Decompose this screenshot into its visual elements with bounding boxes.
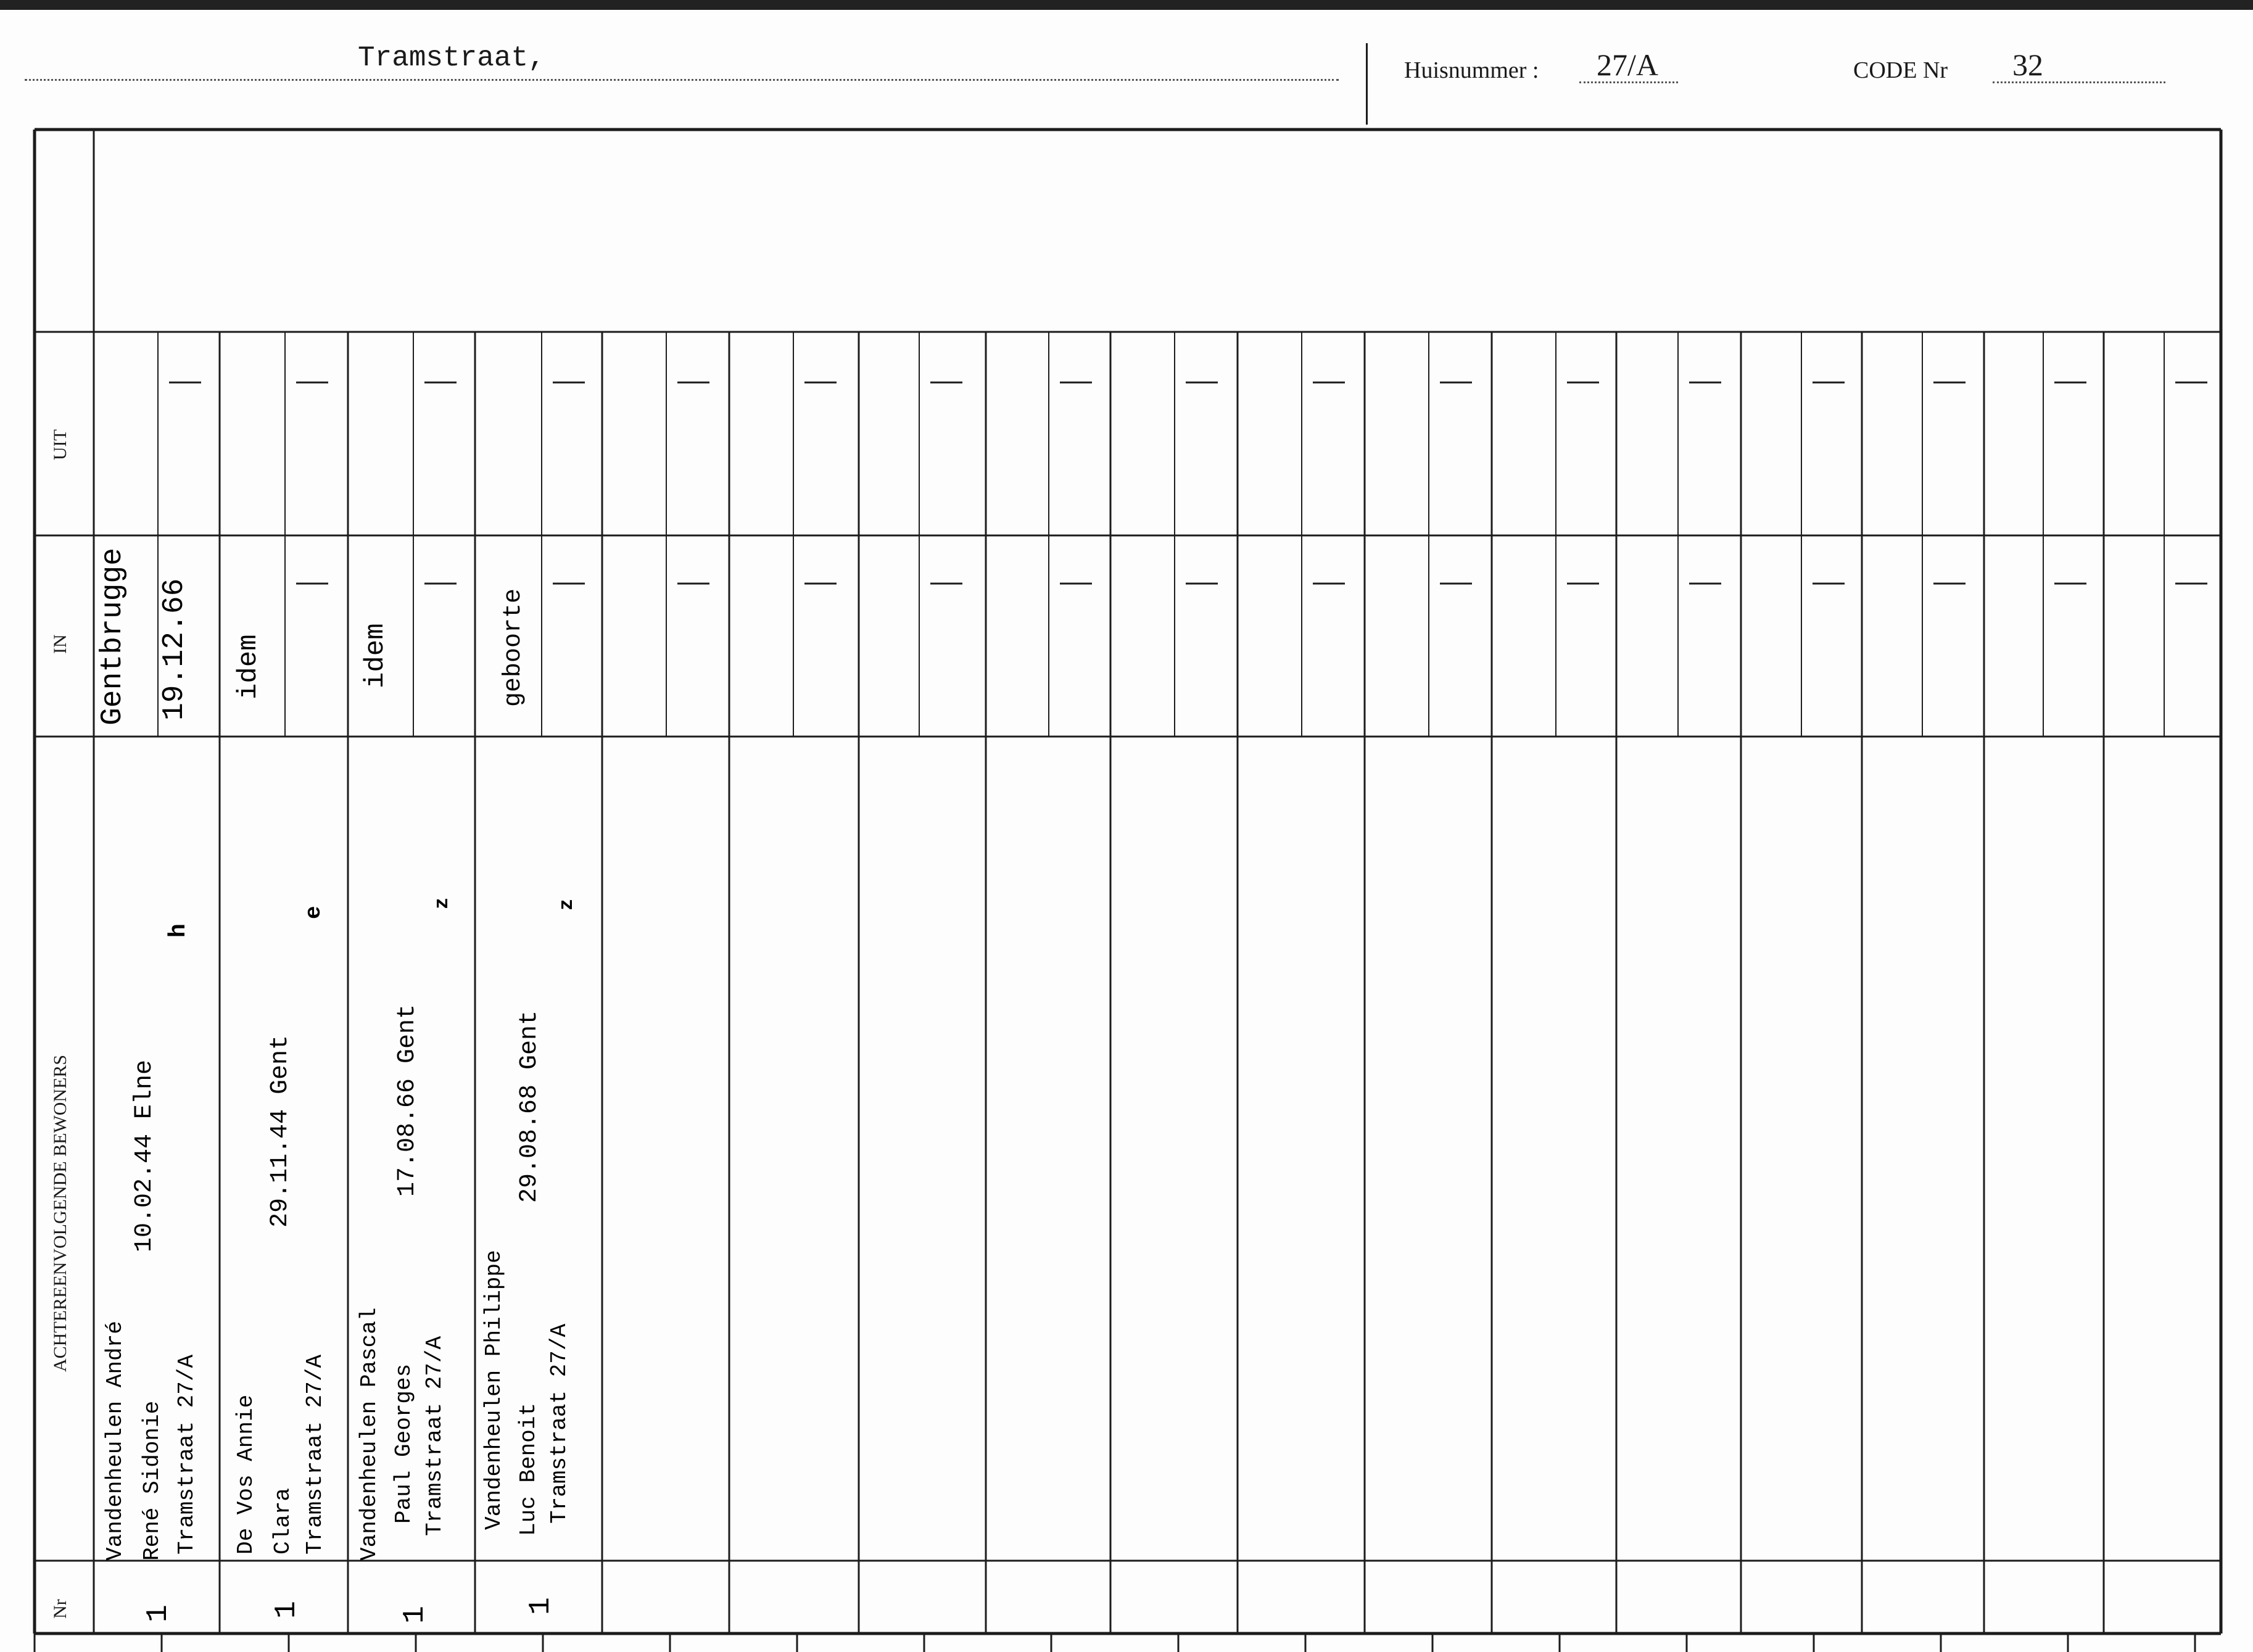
entry-4-code: z [555,898,578,911]
row-label-residents: ACHTEREENVOLGENDE BEWONERS [50,1054,70,1372]
entry-3-address: Tramstraat 27/A [422,1336,447,1536]
entry-2-name-line1: De Vos Annie [233,1394,258,1555]
code-label: CODE Nr [1853,57,1948,83]
entry-3-date-place: 17.08.66 Gent [394,1004,421,1197]
entry-4-in-place: geboorte [500,588,527,707]
entry-1-name-line2: René Sidonie [139,1400,165,1561]
entry-1-code: h [165,923,192,938]
entry-4-nr: 1 [524,1597,558,1615]
entry-3-in-place: idem [360,623,391,688]
entry-1-nr: 1 [142,1605,175,1622]
entry-3-name-line1: Vandenheulen Pascal [357,1307,382,1561]
code-value: 32 [2012,47,2043,82]
entry-4-date-place: 29.08.68 Gent [516,1010,544,1203]
row-label-in: IN [50,634,70,654]
entry-1-in-place: Gentbrugge [96,547,130,725]
entry-2-date-place: 29.11.44 Gent [267,1035,294,1228]
entry-4-address: Tramstraat 27/A [547,1323,572,1524]
entry-3-nr: 1 [399,1606,432,1624]
entry-2-in-place: idem [233,634,264,700]
entry-4-name-line1: Vandenheulen Philippe [481,1250,506,1530]
entry-1-date-place: 10.02.44 Elne [131,1059,159,1252]
house-number-label: Huisnummer : [1404,57,1539,83]
row-label-uit: UIT [50,429,70,460]
entry-2-code: e [301,906,326,919]
entry-2-nr: 1 [270,1601,304,1619]
entry-1-name-line1: Vandenheulen André [102,1321,128,1561]
entry-3-code: z [431,897,453,909]
entry-1-address: Tramstraat 27/A [174,1354,199,1555]
row-label-nr: Nr [50,1599,70,1619]
entry-2-address: Tramstraat 27/A [302,1354,328,1555]
entry-4-name-line2: Luc Benoit [516,1402,541,1536]
entry-1-in-date: 19.12.66 [158,578,191,721]
street-name: Tramstraat, [358,42,545,74]
entry-3-name-line2: Paul Georges [391,1363,416,1524]
entry-2-name-line2: Clara [270,1487,296,1555]
house-number-value: 27/A [1597,47,1658,82]
